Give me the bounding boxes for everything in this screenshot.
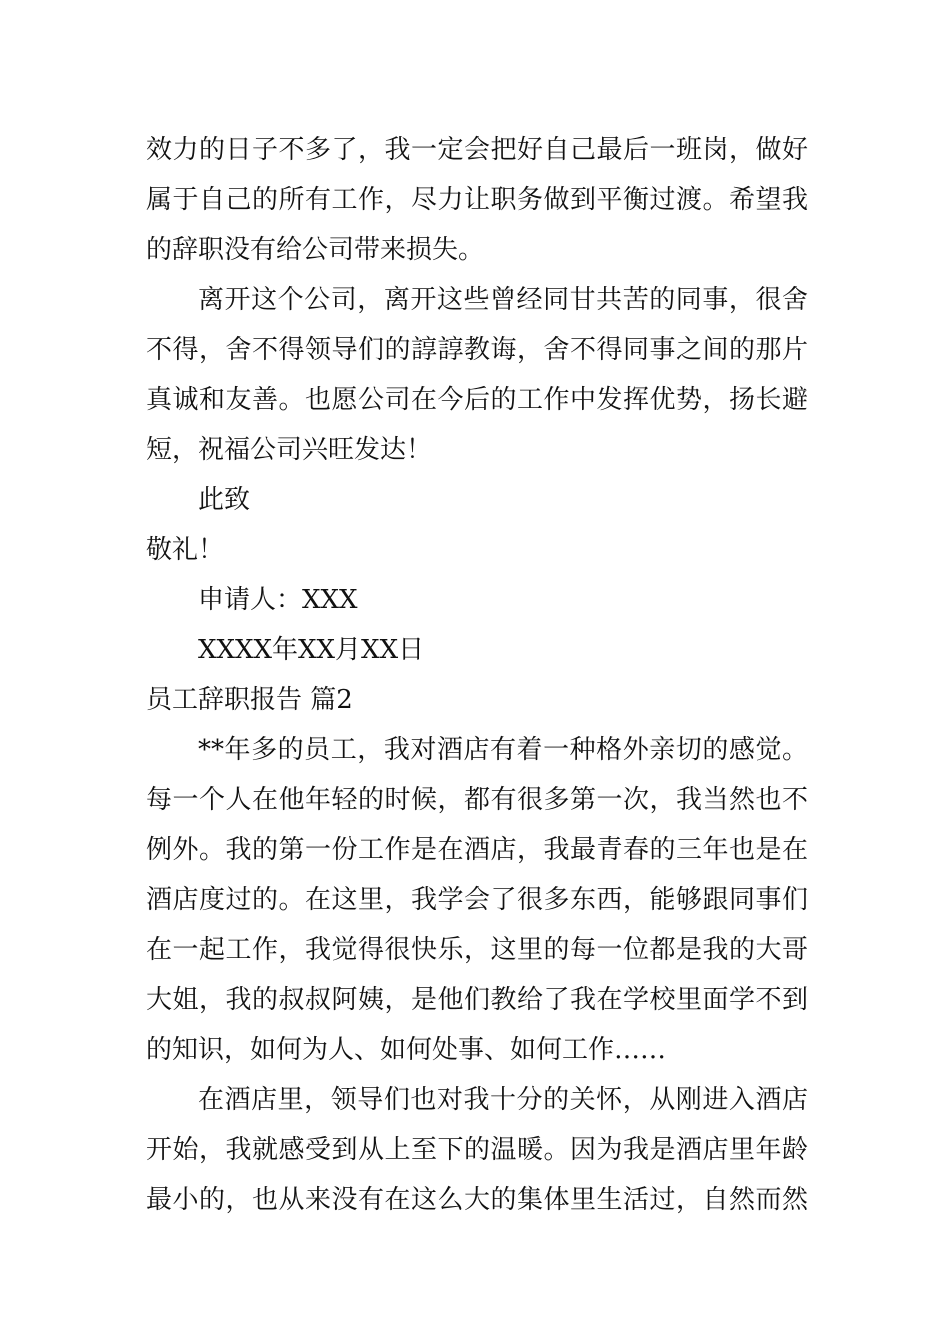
- paragraph-line: 最小的，也从来没有在这么大的集体里生活过，自然而然: [146, 1185, 808, 1215]
- paragraph-line: 离开这个公司，离开这些曾经同甘共苦的同事，很舍: [198, 285, 808, 315]
- signature-date: XXXX年XX月XX日: [198, 635, 425, 665]
- section-heading: 员工辞职报告 篇2: [146, 685, 353, 715]
- paragraph-line: 每一个人在他年轻的时候，都有很多第一次，我当然也不: [146, 785, 808, 815]
- paragraph-line: 的知识，如何为人、如何处事、如何工作……: [146, 1035, 667, 1065]
- paragraph-line: 不得，舍不得领导们的諄諄教诲，舍不得同事之间的那片: [146, 335, 808, 365]
- closing-salutation: 此致: [198, 485, 251, 515]
- applicant-signature: 申请人：XXX: [198, 585, 358, 615]
- paragraph-line: 大姐，我的叔叔阿姨，是他们教给了我在学校里面学不到: [146, 985, 808, 1015]
- paragraph-line: 属于自己的所有工作，尽力让职务做到平衡过渡。希望我: [146, 185, 808, 215]
- paragraph-line: 例外。我的第一份工作是在酒店，我最青春的三年也是在: [146, 835, 808, 865]
- closing-regards: 敬礼！: [146, 535, 225, 565]
- paragraph-line: 开始，我就感受到从上至下的温暖。因为我是酒店里年龄: [146, 1135, 808, 1165]
- paragraph-line: 真诚和友善。也愿公司在今后的工作中发挥优势，扬长避: [146, 385, 808, 415]
- paragraph-line: 效力的日子不多了，我一定会把好自己最后一班岗，做好: [146, 135, 808, 165]
- paragraph-line: **年多的员工，我对酒店有着一种格外亲切的感觉。: [198, 735, 808, 765]
- paragraph-line: 酒店度过的。在这里，我学会了很多东西，能够跟同事们: [146, 885, 808, 915]
- paragraph-line: 在酒店里，领导们也对我十分的关怀，从刚进入酒店: [198, 1085, 808, 1115]
- paragraph-line: 在一起工作，我觉得很快乐，这里的每一位都是我的大哥: [146, 935, 808, 965]
- paragraph-line: 短，祝福公司兴旺发达！: [146, 435, 433, 465]
- paragraph-line: 的辞职没有给公司带来损失。: [146, 235, 485, 265]
